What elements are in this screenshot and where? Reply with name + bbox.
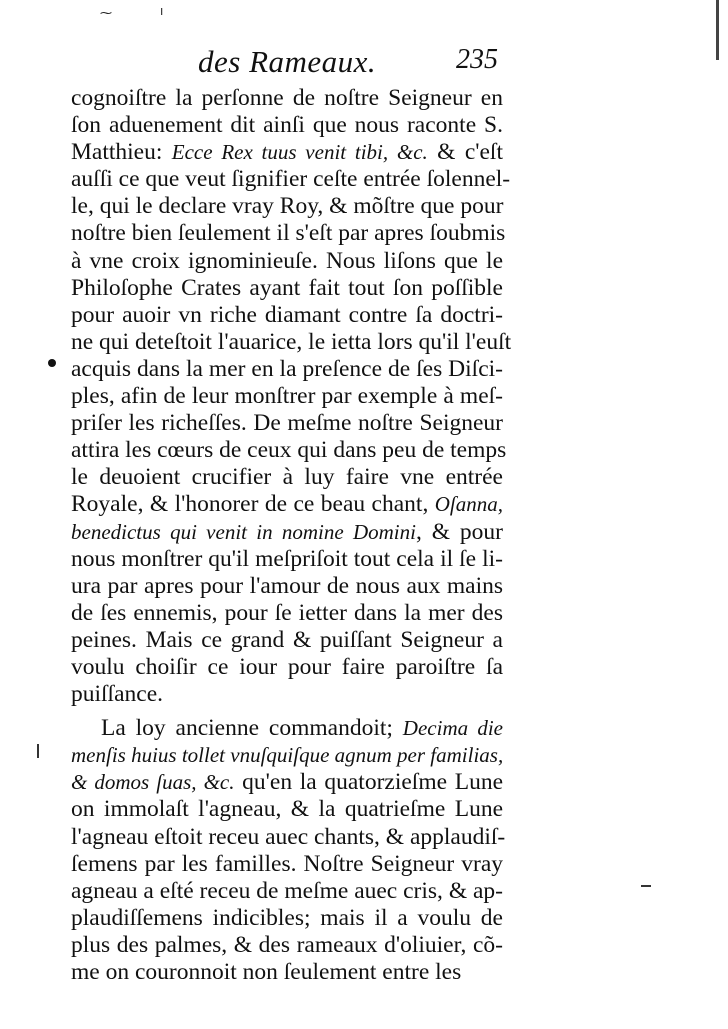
text-line: le deuoient crucifier à luy faire vne entrée [71,464,503,491]
page-number: 235 [456,44,498,75]
text-line: ura par apres pour l'amour de nous aux mains [71,572,503,599]
text-line [71,519,503,546]
text-line: noſtre bien ſeulement il s'eſt par apres ſoubmis [71,220,506,247]
paragraph [71,85,512,708]
margin-mark [641,885,651,887]
text-line [71,491,503,518]
text-segment: Royale, & l'honorer de ce beau chant, [71,491,435,518]
text-line: nous monſtrer qu'il meſpriſoit tout cela il ſe li- [71,545,503,572]
text-line: peines. Mais ce grand & puiſſant Seigneur a [71,626,503,653]
text-line [71,715,503,742]
text-line: Philoſophe Crates ayant fait tout ſon poſſible [71,274,503,301]
text-line [71,139,503,166]
page-header [70,44,500,84]
running-head: des Rameaux. [198,44,377,79]
text-line: ples, afin de leur monſtrer par exemple à meſ- [71,383,503,410]
body-text [71,85,512,986]
text-line: agneau a eſté receu de meſme auec cris, & ap- [71,877,503,904]
text-line: à vne croix ignominieuſe. Nous liſons que le [71,247,503,274]
page-edge-shadow [716,0,719,60]
text-line: cognoiſtre la perſonne de noſtre Seigneur en [71,85,503,111]
text-line: puiſſance. [71,681,164,708]
text-line [71,769,503,796]
text-line: ſemens par les familles. Noſtre Seigneur vray [71,850,503,877]
text-line: attira les cœurs de ceux qui dans peu de temps [71,437,507,464]
text-segment: Matthieu: [71,139,172,166]
text-line: de ſes ennemis, pour ſe ietter dans la mer des [71,599,503,626]
text-line: me on couronnoit non ſeulement entre les [71,959,462,985]
text-line: voulu choiſir ce iour pour faire paroiſtre ſa [71,653,503,680]
latin-quotation: & domos ſuas, &c. [71,770,235,795]
latin-quotation: Ecce Rex tuus venit tibi, &c. [171,140,428,165]
text-line: plus des palmes, & des rameaux d'oliuier, cõ- [71,931,503,958]
text-line: pour auoir vn riche diamant contre ſa doctri- [71,301,503,328]
text-segment: & c'eſt [427,139,503,166]
text-segment: , & pour [415,518,503,545]
latin-quotation: Oſanna, [434,492,503,517]
text-line: on immolaſt l'agneau, & la quatrieſme Lune [71,796,503,823]
text-line: priſer les richeſſes. De meſme noſtre Seigneur [71,410,503,437]
text-line: ſon aduenement dit ainſi que nous raconte S. [71,112,503,139]
latin-quotation: benedictus qui venit in nomine Domini [71,519,416,544]
stray-mark: ⁓ [100,6,112,20]
text-line: l'agneau eſtoit receu auec chants, & applaudiſ- [71,823,506,850]
latin-quotation: Decima die [402,716,503,741]
text-line: plaudiſſemens indicibles; mais il a voulu de [71,904,503,931]
margin-mark [37,744,39,758]
text-line: auſſi ce que veut ſignifier ceſte entrée ſolennel- [71,166,511,193]
text-line [71,742,503,769]
text-line: ne qui deteſtoit l'auarice, le ietta lors qu'il l'euſt [71,328,512,355]
margin-bullet [48,359,56,367]
text-line: acquis dans la mer en la preſence de ſes Diſci- [71,355,503,382]
text-segment: qu'en la quatorzieſme Lune [234,769,503,796]
text-line: le, qui le declare vray Roy, & mõſtre que pour [71,193,504,220]
paragraph [71,715,506,986]
stray-mark: ı [160,4,164,18]
text-segment: La loy ancienne commandoit; [101,715,403,742]
latin-quotation: menſis huius tollet vnuſquiſque agnum per familias, [71,743,504,768]
